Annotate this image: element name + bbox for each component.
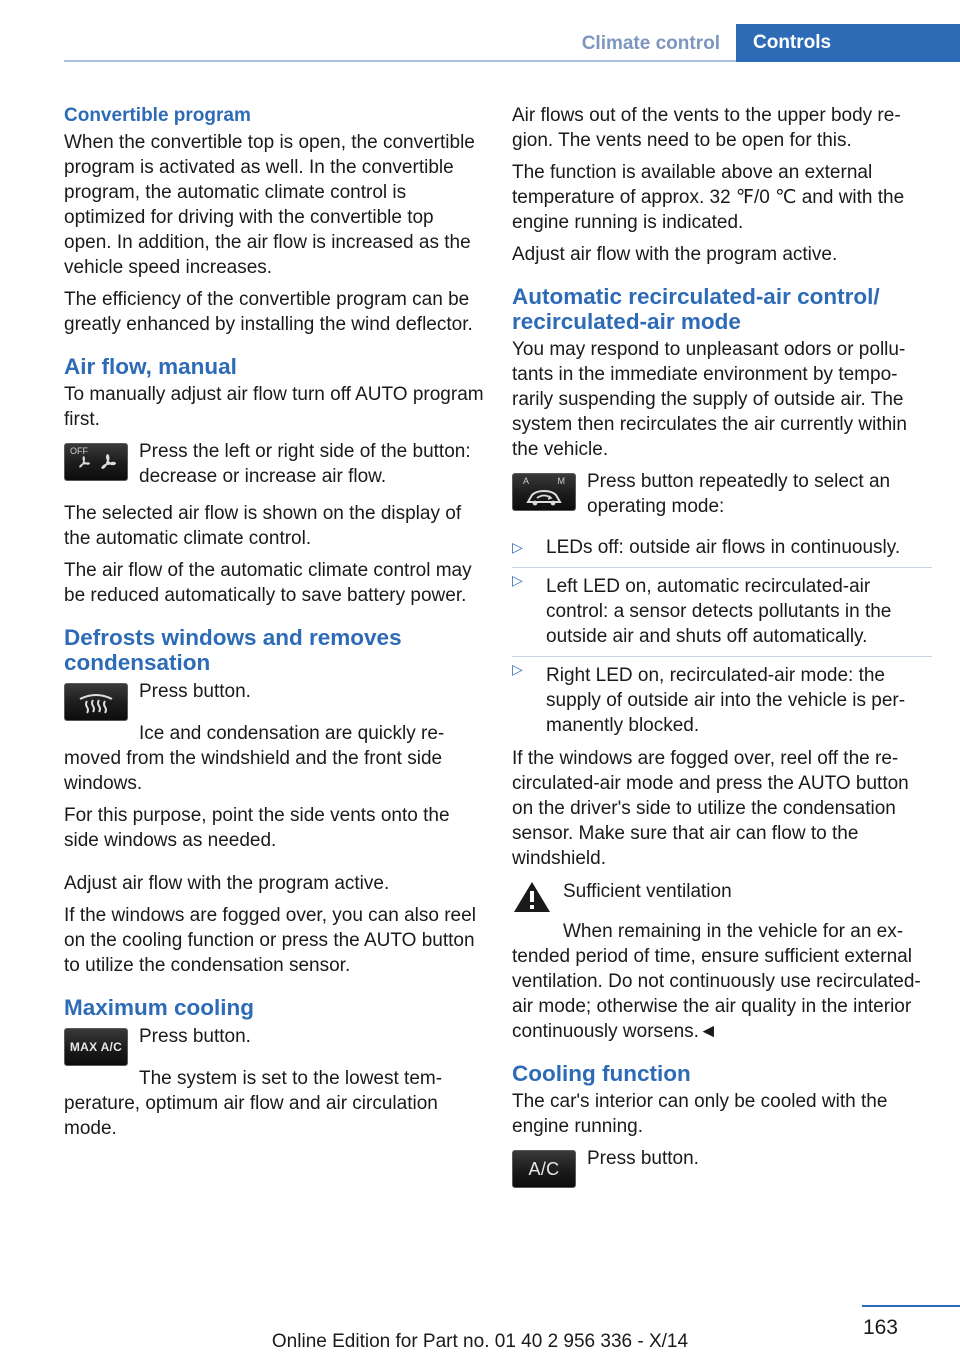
max-cooling-button-text-1: Press button.: [139, 1026, 251, 1047]
left-column: [64, 103, 486, 1148]
convertible-paragraph-1: When the convertible top is open, the convertible program is activated as well. In the convertible program, the automatic climate control is optimized for driving with the convertible top open. In addition, the air flow is increased as the vehicle speed increases.: [64, 132, 475, 278]
recirculated-air-heading: Automatic recirculated-air control/ recirculated-air mode: [512, 284, 880, 334]
page-header: [0, 0, 960, 62]
right-paragraph-2: The function is available above an external temperature of approx. 32 ℉/0 ℃ and with the engine running is indicated.: [512, 162, 905, 233]
bullet-marker-icon: ▷: [512, 572, 523, 588]
cooling-function-heading: Cooling function: [512, 1061, 691, 1086]
max-ac-label: MAX A/C: [69, 1040, 123, 1054]
car-recirculation-icon: [524, 484, 564, 508]
max-ac-button-icon: [64, 1028, 128, 1066]
warning-title: Sufficient ventilation: [563, 881, 732, 902]
air-flow-button-text: Press the left or right side of the button: decrease or increase air flow.: [139, 441, 471, 487]
warning-block: [512, 879, 932, 919]
footer-rule: [862, 1305, 960, 1307]
cooling-button-text: Press button.: [587, 1148, 699, 1169]
footer-edition: Online Edition for Part no. 01 40 2 956 336 - X/14: [271, 1331, 689, 1352]
recirculation-led-m: M: [557, 476, 565, 486]
header-section-title: Climate control: [581, 33, 720, 54]
bullet-marker-icon: ▷: [512, 661, 523, 677]
operating-mode-list: [512, 535, 932, 738]
defrost-button-row: [64, 679, 486, 721]
list-item: ▷ LEDs off: outside air flows in continuously.: [512, 537, 901, 558]
defrost-button-text-1: Press button.: [139, 681, 251, 702]
warning-text: When remaining in the vehicle for an extended period of time, ensure sufficient external ventilation. Do not continuously use recirculated-air mode; otherwise the air quality in the interior continuously worsens.◄: [512, 921, 921, 1042]
defrost-button-text-2: Ice and condensation are quickly removed from the windshield and the front side windows.: [64, 723, 445, 794]
air-flow-paragraph-3: The air flow of the automatic climate control may be reduced automatically to save battery power.: [64, 560, 472, 606]
convertible-paragraph-2: The efficiency of the convertible program can be greatly enhanced by installing the wind deflector.: [64, 289, 473, 335]
convertible-program-heading: Convertible program: [64, 105, 251, 126]
list-item: ▷ Left LED on, automatic recirculated-air control: a sensor detects pollutants in the outside air and shuts off automatically.: [512, 567, 932, 649]
right-column: [512, 103, 932, 1200]
air-flow-button-row: [64, 439, 486, 489]
warning-triangle-icon: [512, 879, 552, 915]
cooling-paragraph-1: The car's interior can only be cooled with the engine running.: [512, 1091, 888, 1137]
recirculation-button-row: [512, 469, 932, 519]
right-paragraph-1: Air flows out of the vents to the upper body region. The vents need to be open for this.: [512, 105, 901, 151]
right-paragraph-3: Adjust air flow with the program active.: [512, 244, 838, 265]
windshield-defrost-icon: [76, 689, 116, 715]
bullet-marker-icon: ▷: [512, 539, 523, 555]
defrost-paragraph-3: If the windows are fogged over, you can also reel on the cooling function or press the AUTO button to utilize the condensation sensor.: [64, 905, 476, 976]
recirculation-button-icon: [512, 473, 576, 511]
page-number: 163: [862, 1316, 898, 1339]
recirculation-led-a: A: [523, 476, 530, 486]
recirculation-button-text: Press button repeatedly to select an operating mode:: [587, 471, 891, 517]
max-cooling-button-text-2: The system is set to the lowest temperature, optimum air flow and air circulation mode.: [64, 1068, 443, 1139]
air-flow-off-label: OFF: [70, 446, 88, 456]
air-flow-button-icon: [64, 443, 128, 481]
ac-label: A/C: [528, 1158, 560, 1179]
recirculated-air-paragraph-2: If the windows are fogged over, reel off the recirculated-air mode and press the AUTO button on the driver's side to utilize the condensation sensor. Make sure that air can flow to the windshield.: [512, 748, 909, 869]
air-flow-paragraph-1: To manually adjust air flow turn off AUTO program first.: [64, 384, 484, 430]
maximum-cooling-heading: Maximum cooling: [64, 995, 255, 1020]
defrost-button-icon: [64, 683, 128, 721]
air-flow-paragraph-2: The selected air flow is shown on the display of the automatic climate control.: [64, 503, 462, 549]
defrost-paragraph-1: For this purpose, point the side vents onto the side windows as needed.: [64, 805, 450, 851]
cooling-button-row: [512, 1146, 932, 1188]
recirculated-air-paragraph-1: You may respond to unpleasant odors or pollutants in the immediate environment by temporarily suspending the supply of outside air. The system then recirculates the air currently within the vehicle.: [512, 339, 907, 460]
air-flow-manual-heading: Air flow, manual: [64, 354, 237, 379]
list-item: ▷ Right LED on, recirculated-air mode: the supply of outside air into the vehicle is permanently blocked.: [512, 656, 932, 738]
max-cooling-button-row: [64, 1024, 486, 1066]
defrost-paragraph-2: Adjust air flow with the program active.: [64, 873, 390, 894]
ac-button-icon: [512, 1150, 576, 1188]
defrost-heading: Defrosts windows and removes condensation: [64, 625, 402, 675]
header-chapter-tab: Controls: [736, 24, 960, 62]
